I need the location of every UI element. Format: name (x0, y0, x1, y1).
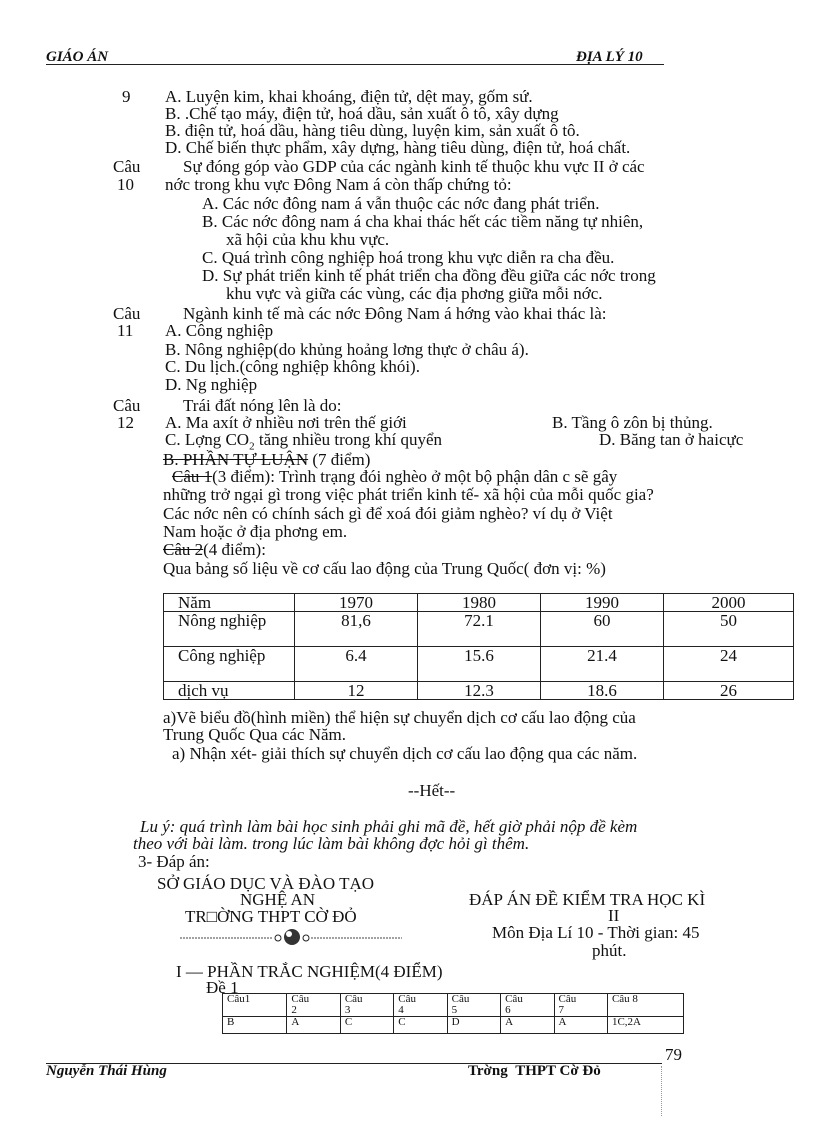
q10-option-a: A. Các nớc đông nam á vẫn thuộc các nớc đang phát triển. (202, 194, 600, 213)
q10-option-b-2: xã hội của khu khu vực. (226, 230, 390, 249)
grid-answer-cell: D (447, 1017, 500, 1034)
q9-option-b: B. .Chế tạo máy, điện tử, hoá dầu, sản xuất ô tô, xây dựng (165, 104, 559, 123)
q11-cau: Câu (113, 304, 141, 323)
q12-option-c: C. Lợng $CO_2$ tăng nhiều trong khí quyển (165, 430, 443, 453)
q12-cau: Câu (113, 396, 141, 415)
table-cell: 18.6 (541, 682, 664, 700)
answer-grid-row (223, 1017, 684, 1034)
note-line-2: theo với bài làm. trong lúc làm bài không đợc hỏi gì thêm. (133, 834, 530, 853)
grid-answer-cell: 1C,2A (607, 1017, 683, 1034)
table-row (164, 612, 794, 647)
table-cell: Công nghiệp (164, 647, 295, 682)
essay-q1-line-3: Các nớc nên có chính sách gì để xoá đói giảm nghèo? ví dụ ở Việt (163, 504, 613, 523)
grid-head-cell: Câu 8 (607, 994, 683, 1017)
task-a2: a) Nhận xét- giải thích sự chuyển dịch cơ cấu lao động qua các năm. (172, 744, 638, 763)
org-line-1: SỞ GIÁO DỤC VÀ ĐÀO TẠO (157, 874, 375, 893)
answer-grid (222, 993, 684, 1034)
task-a1-line-1: a)Vẽ biểu đồ(hình miền) thể hiện sự chuyển dịch cơ cấu lao động của (163, 708, 636, 727)
q9-number: 9 (122, 87, 131, 106)
note-line-1: Lu ý: quá trình làm bài học sinh phải ghi mã đề, hết giờ phải nộp đề kèm (140, 817, 638, 836)
grid-head-cell: Câu 7 (554, 994, 607, 1017)
header-rule (46, 64, 664, 65)
q9-option-d: D. Chế biến thực phẩm, xây dựng, hàng tiêu dùng, điện tử, hoá chất. (165, 138, 631, 157)
table-header-cell: 2000 (664, 594, 794, 612)
essay-q2-label: Câu 2(4 điểm): (163, 540, 266, 559)
table-cell: 21.4 (541, 647, 664, 682)
grid-answer-cell: A (287, 1017, 340, 1034)
q11-option-c: C. Du lịch.(công nghiệp không khói). (165, 357, 420, 376)
q9-option-c: B. điện tử, hoá dầu, hàng tiêu dùng, luyện kim, sản xuất ô tô. (165, 121, 580, 140)
grid-head-cell: Câu 4 (394, 994, 447, 1017)
table-header-cell: 1970 (295, 594, 418, 612)
table-cell: 72.1 (418, 612, 541, 647)
q10-number: 10 (117, 175, 134, 194)
q12-option-a: A. Ma axít ở nhiều nơi trên thế giới (165, 413, 407, 432)
part-b-title: B. PHẦN TỰ LUẬN (7 điểm) (163, 450, 371, 469)
end-marker: --Hết-- (408, 781, 456, 800)
table-cell: dịch vụ (164, 682, 295, 700)
answer-grid-head (223, 994, 684, 1017)
essay-q1-line-4: Nam hoặc ở địa phơng em. (163, 522, 348, 541)
essay-q1-line-1: Câu 1(3 điểm): Trình trạng đói nghèo ở một bộ phận dân c sẽ gây (172, 467, 618, 486)
table-header-cell: 1980 (418, 594, 541, 612)
org-line-3: TR□ỜNG THPT CỜ ĐỎ (185, 907, 357, 926)
table-row (164, 682, 794, 700)
q10-option-b-1: B. Các nớc đông nam á cha khai thác hết các tiềm năng tự nhiên, (202, 212, 644, 231)
table-cell: 6.4 (295, 647, 418, 682)
q12-option-b: B. Tầng ô zôn bị thủng. (552, 413, 713, 432)
grid-answer-cell: C (340, 1017, 393, 1034)
q11-option-d: D. Ng nghiệp (165, 375, 258, 394)
q10-option-d-2: khu vực và giữa các vùng, các địa phơng giữa mỗi nớc. (226, 284, 603, 303)
q12-stem: Trái đất nóng lên là do: (183, 396, 342, 415)
header-left: GIÁO ÁN (46, 49, 109, 65)
grid-head-cell: Câu 2 (287, 994, 340, 1017)
q10-stem-1: Sự đóng góp vào GDP của các ngành kinh tế thuộc khu vực II ở các (183, 157, 645, 176)
footer-author: Nguyễn Thái Hùng (46, 1063, 167, 1079)
table-cell: 81,6 (295, 612, 418, 647)
essay-q2-intro: Qua bảng số liệu về cơ cấu lao động của Trung Quốc( đơn vị: %) (163, 559, 606, 578)
q10-option-d-1: D. Sự phát triển kinh tế phát triển cha đồng đều giữa các nớc trong (202, 266, 656, 285)
table-cell: 15.6 (418, 647, 541, 682)
q12-option-d: D. Băng tan ở haicực (599, 430, 744, 449)
q11-option-b: B. Nông nghiệp(do khủng hoảng lơng thực ở châu á). (165, 340, 529, 359)
subject-line-1: Môn Địa Lí 10 - Thời gian: 45 (492, 923, 700, 942)
school-emblem-icon (180, 928, 405, 948)
grid-head-cell: Câu 5 (447, 994, 500, 1017)
table-header-cell: Năm (164, 594, 295, 612)
task-a1-line-2: Trung Quốc Qua các Năm. (163, 725, 347, 744)
margin-guide (661, 1066, 663, 1116)
grid-answer-cell: A (501, 1017, 554, 1034)
table-header-row (164, 594, 794, 612)
q11-option-a: A. Công nghiệp (165, 321, 274, 340)
table-cell: 60 (541, 612, 664, 647)
table-cell: 24 (664, 647, 794, 682)
part-1-title: I — PHẦN TRẮC NGHIỆM(4 ĐIỂM) (176, 962, 443, 981)
answer-title-2: II (608, 906, 620, 925)
table-cell: 12 (295, 682, 418, 700)
grid-head-cell: Câu 3 (340, 994, 393, 1017)
labor-structure-table (163, 593, 794, 700)
school-emblem (180, 928, 405, 951)
q11-stem: Ngành kinh tế mà các nớc Đông Nam á hớng vào khai thác là: (183, 304, 607, 323)
answer-title-1: ĐÁP ÁN ĐỀ KIỂM TRA HỌC KÌ (469, 890, 706, 909)
table-cell: 12.3 (418, 682, 541, 700)
org-line-2: NGHỆ AN (240, 890, 316, 909)
table-header-cell: 1990 (541, 594, 664, 612)
q10-option-c: C. Quá trình công nghiệp hoá trong khu vực diễn ra cha đều. (202, 248, 615, 267)
q12-number: 12 (117, 413, 134, 432)
grid-answer-cell: B (223, 1017, 287, 1034)
grid-head-cell: Câu1 (223, 994, 287, 1017)
answer-section-label: 3- Đáp án: (138, 852, 210, 871)
q10-stem-2: nớc trong khu vực Đông Nam á còn thấp chứng tỏ: (165, 175, 512, 194)
table-cell: 50 (664, 612, 794, 647)
q9-option-a: A. Luyện kim, khai khoáng, điện tử, dệt may, gốm sứ. (165, 87, 533, 106)
q11-number: 11 (117, 321, 134, 340)
header-right: ĐỊA LÝ 10 (576, 49, 643, 65)
essay-q1-line-2: những trở ngại gì trong việc phát triển kinh tế- xã hội của mỗi quốc gia? (163, 485, 654, 504)
grid-answer-cell: C (394, 1017, 447, 1034)
table-row (164, 647, 794, 682)
table-cell: Nông nghiệp (164, 612, 295, 647)
grid-head-cell: Câu 6 (501, 994, 554, 1017)
grid-answer-cell: A (554, 1017, 607, 1034)
q10-cau: Câu (113, 157, 141, 176)
page-number: 79 (665, 1045, 682, 1064)
footer-school: Trờng THPT Cờ Đỏ (468, 1063, 601, 1079)
subject-line-2: phút. (592, 941, 627, 960)
exam-code: Đề 1 (206, 978, 239, 997)
table-cell: 26 (664, 682, 794, 700)
